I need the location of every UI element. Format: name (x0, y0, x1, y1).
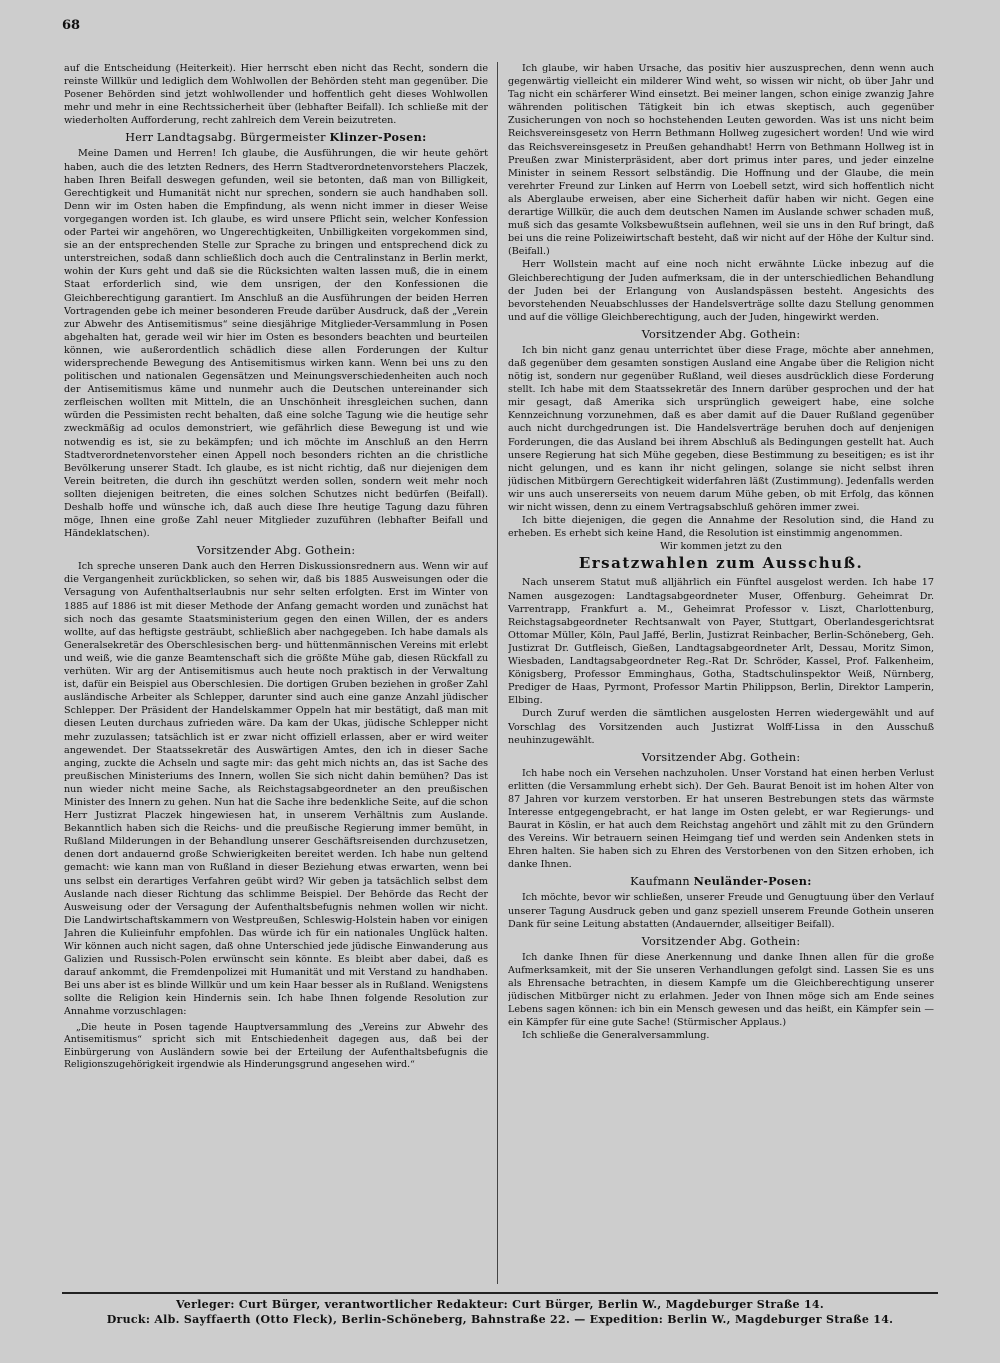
page-number: 68 (62, 18, 81, 33)
paragraph: Ich bitte diejenigen, die gegen die Annahme der Resolution sind, die Hand zu erheben. Es erhebt sich keine Hand, die Resolution ist einstimmig angenommen. (508, 515, 934, 540)
paragraph: Ich habe noch ein Versehen nachzuholen. Unser Vorstand hat einen herben Verlust erlitten (die Versammlung erhebt sich). Der Geh. Baurat Benoit ist im hohen Alter von 87 Jahren vor kurzem verstorben. Er hat unseren Bestrebungen stets das wärmste Interesse entgegengebracht, er hat lange im Osten gelebt, er war Regierungs- und Baurat in Köslin, er hat auch dem Reichstag angehört und zählt mit zu den Gründern des Vereins. Wir betrauern seinen Heimgang tief und werden sein Andenken stets in Ehren halten. Sie haben sich zu Ehren des Verstorbenen von den Sitzen erhoben, ich danke Ihnen. (508, 767, 934, 871)
paragraph: Ich möchte, bevor wir schließen, unserer Freude und Genugtuung über den Verlauf unserer Tagung Ausdruck geben und ganz speziell unserem Freunde Gothein unseren Dank für seine Leitung abstatten (Andauernder, allseitiger Beifall). (508, 892, 934, 930)
speaker-heading (508, 874, 934, 889)
left-column (64, 62, 488, 1282)
speaker-heading: Vorsitzender Abg. Gothein: (196, 544, 356, 558)
paragraph: Nach unserem Statut muß alljährlich ein Fünftel ausgelost werden. Ich habe 17 Namen ausgezogen: Landtagsabgeordneter Muser, Offenburg. Geheimrat Dr. Varrentrapp, Frankfurt a. M., Geheimrat Professor v. Liszt, Charlottenburg, Reichstagsabgeordneter Rechtsanwalt von Payer, Stuttgart, Oberlandesgerichtsrat Ottomar Müller, Köln, Paul Jaffé, Berlin, Justizrat Reinbacher, Berlin-Schöneberg, Geh. Justizrat Dr. Gutfleisch, Gießen, Landtagsabgeordneter Arlt, Dessau, Moritz Simon, Wiesbaden, Landtagsabgeordneter Reg.-Rat Dr. Schröder, Kassel, Prof. Falkenheim, Königsberg, Professor Emminghaus, Gotha, Stadtschulinspektor Weiß, Nürnberg, Prediger de Haas, Pyrmont, Professor Martin Philippson, Berlin, Direktor Lamperin, Elbing. (508, 577, 934, 707)
footer-divider (62, 1292, 938, 1294)
speaker-heading: Vorsitzender Abg. Gothein: (641, 327, 801, 341)
paragraph: Wir kommen jetzt zu den (660, 541, 782, 553)
imprint-publisher: Verleger: Curt Bürger, verantwortlicher Redakteur: Curt Bürger, Berlin W., Magdeburger Straße 14. (175, 1298, 824, 1311)
paragraph: Herr Wollstein macht auf eine noch nicht erwähnte Lücke inbezug auf die Gleichberechtigung der Juden aufmerksam, die in der unterschiedlichen Behandlung der Juden bei der Erlangung von Auslandspässen besteht. Angesichts des bevorstehenden Neuabschlusses der Handelsverträge sollte dazu Stellung genommen und auf die völlige Gleichberechtigung, auch der Juden, hingewirkt werden. (508, 259, 934, 323)
paragraph: auf die Entscheidung (Heiterkeit). Hier herrscht eben nicht das Recht, sondern die reinste Willkür und lediglich dem Wohlwollen der Behörden steht man gegenüber. Die Posener Behörden sind jetzt wohlwollender und hoffentlich geht dieses Wohlwollen mehr und mehr in eine Rechtssicherheit über (lebhafter Beifall). Ich schließe mit der wiederholten Aufforderung, recht zahlreich dem Verein beizutreten. (64, 63, 488, 127)
resolution-text: „Die heute in Posen tagende Hauptversammlung des „Vereins zur Abwehr des Antisemitismus“ spricht sich mit Entschiedenheit dagegen aus, daß bei der Einbürgerung von Ausländern sowie bei der Erteilung der Aufenthaltsbefugnis die Religionszugehörigkeit irgendwie als Hinderungsgrund angesehen wird.“ (64, 1021, 488, 1071)
speaker-title: Herr Landtagsabg. Bürgermeister (125, 131, 326, 145)
speaker-name: Neuländer-Posen: (693, 874, 812, 889)
paragraph: Ich bin nicht ganz genau unterrichtet über diese Frage, möchte aber annehmen, daß gegenüber dem gesamten sonstigen Ausland eine Angabe über die Religion nicht nötig ist, sondern nur gegenüber Rußland, weil dieses ausdrücklich diese Forderung stellt. Ich habe mit dem Staatssekretär des Innern darüber gesprochen und der hat mir gesagt, daß Amerika sich ursprünglich geweigert habe, eine solche Kennzeichnung vorzunehmen, daß es aber damit auf die Dauer Rußland gegenüber auch nicht durchgedrungen ist. Die Handelsverträge beruhen doch auf denjenigen Forderungen, die das Ausland bei ihrem Abschluß als Bedingungen gestellt hat. Auch unsere Regierung hat sich Mühe gegeben, diese Bestimmung zu beseitigen; es ist ihr nicht gelungen, und es kann ihr nicht gelingen, solange sie nicht selbst ihren jüdischen Mitbürgern Gerechtigkeit widerfahren läßt (Zustimmung). Jedenfalls werden wir uns auch unsererseits von neuem darum Mühe geben, ob mit Erfolg, das können wir nicht wissen, denn zu einem Vertragsabschluß gehören immer zwei. (508, 344, 934, 513)
speaker-title: Kaufmann (630, 875, 690, 889)
paragraph: Meine Damen und Herren! Ich glaube, die Ausführungen, die wir heute gehört haben, auch die des letzten Redners, des Herrn Stadtverordnetenvorstehers Placzek, haben Ihren Beifall deswegen gefunden, weil sie betonten, daß man von Billigkeit, Gerechtigkeit und Humanität nicht nur sprechen, sondern sie auch handhaben soll. Denn wir im Osten haben die Empfindung, als wenn nicht immer in dieser Weise vorgegangen worden ist. Ich glaube, es wird unsere Pflicht sein, welcher Konfession oder Partei wir angehören, wo Ungerechtigkeiten, Unbilligkeiten vorgekommen sind, sie an der entsprechenden Stelle zur Sprache zu bringen und entsprechend dick zu unterstreichen, sodaß dann schließlich doch auch die Centralinstanz in Berlin merkt, wohin der Kurs geht und daß sie die Rücksichten walten lassen muß, die in einem Staat erforderlich sind, wie dem unsrigen, der den Konfessionen die Gleichberechtigung garantiert. Im Anschluß an die Ausführungen der beiden Herren Vortragenden gebe ich meiner besonderen Freude darüber Ausdruck, daß der „Verein zur Abwehr des Antisemitismus“ seine diesjährige Mitglieder-Versammlung in Posen abgehalten hat, gerade weil wir hier im Osten es besonders beachten und beurteilen können, wie außerordentlich schädlich diese allen Forderungen der Kultur widersprechende Bewegung des Antisemitismus wirken kann. Wenn bei uns zu den politischen und nationalen Gegensätzen und Meinungsverschiedenheiten auch noch der Antisemitismus käme und nunmehr auch die Deutschen untereinander sich zerfleischen wollten mit Mitteln, die an Unschönheit ihresgleichen suchen, dann würden die Pessimisten recht behalten, daß eine solche Tagung wie die heutige sehr zweckmäßig ad oculos demonstriert, wie gefährlich diese Bewegung ist und wie notwendig es ist, sie zu bekämpfen; und ich möchte im Anschluß an den Herrn Stadtverordnetenvorsteher einen Appell noch besonders richten an die christliche Bevölkerung unserer Stadt. Ich glaube, es ist nicht richtig, daß nur diejenigen dem Verein beitreten, die durch ihn geschützt werden sollen, sondern weit mehr noch sollten diejenigen beitreten, die eines solchen Schutzes nicht bedürfen (Beifall). Deshalb hoffe und wünsche ich, daß auch diese Ihre heutige Tagung dazu führen möge, Ihnen eine große Zahl neuer Mitglieder zuzuführen (lebhafter Beifall und Händeklatschen). (64, 148, 488, 540)
right-column (508, 62, 934, 1282)
paragraph: Ich glaube, wir haben Ursache, das positiv hier auszusprechen, denn wenn auch gegenwärtig vielleicht ein milderer Wind weht, so wissen wir nicht, ob über Jahr und Tag nicht ein schärferer Wind einsetzt. Bei meiner langen, schon einige zwanzig Jahre währenden politischen Tätigkeit bin ich etwas skeptisch, auch gegenüber Zusicherungen von noch so hochstehenden Leuten geworden. Was ist uns nicht beim Reichsvereinsgesetz von Herrn Bethmann Hollweg zugesichert worden! Und wie wird das Reichsvereinsgesetz in Preußen gehandhabt! Herrn von Bethmann Hollweg ist in Preußen zwar Ministerpräsident, aber dort primus inter pares, und jeder einzelne Minister in seinem Ressort selbständig. Die Hoffnung und der Glaube, die mein verehrter Freund zur Linken auf Herrn von Loebell setzt, wird sich hoffentlich nicht als Aberglaube erweisen, aber eine Sicherheit dafür haben wir nicht. Gegen eine derartige Willkür, die auch dem deutschen Namen im Auslande schwer schaden muß, muß sich das gesamte Volksbewußtsein auflehnen, weil sie uns in den Ruf bringt, daß bei uns die reine Polizeiwirtschaft besteht, daß wir nicht auf der Höhe der Kultur sind. (Beifall.) (508, 63, 934, 258)
resolution-quote (64, 1022, 488, 1072)
paragraph: Ich danke Ihnen für diese Anerkennung und danke Ihnen allen für die große Aufmerksamkeit, mit der Sie unseren Verhandlungen gefolgt sind. Lassen Sie es uns als Ehrensache betrachten, in diesem Kampfe um die Gleichberechtigung unserer jüdischen Mitbürger nicht zu erlahmen. Jeder von Ihnen möge sich am Ende seines Lebens sagen können: ich bin ein Mensch gewesen und das heißt, ein Kämpfer sein — ein Kämpfer für eine gute Sache! (Stürmischer Applaus.) (508, 951, 934, 1029)
paragraph: Durch Zuruf werden die sämtlichen ausgelosten Herren wiedergewählt und auf Vorschlag des Vorsitzenden auch Justizrat Wolff-Lissa in den Ausschuß neuhinzugewählt. (508, 708, 934, 746)
column-divider (497, 62, 498, 1284)
imprint-printer: Druck: Alb. Sayffaerth (Otto Fleck), Berlin-Schöneberg, Bahnstraße 22. — Expedition: Berlin W., Magdeburger Straße 14. (106, 1313, 894, 1326)
speaker-heading: Vorsitzender Abg. Gothein: (641, 750, 801, 764)
paragraph: Ich spreche unseren Dank auch den Herren Diskussionsrednern aus. Wenn wir auf die Vergangenheit zurückblicken, so sehen wir, daß bis 1885 Ausweisungen oder die Versagung von Aufenthaltserlaubnis nur sehr selten erfolgten. Erst im Winter von 1885 auf 1886 ist mit dieser Methode der Anfang gemacht worden und zunächst hat sich noch das gesamte Staatsministerium gegen den einen Willen, der es anders wollte, auf das heftigste gesträubt, schließlich aber nachgegeben. Ich habe damals als Generalsekretär des Oberschlesischen berg- und hüttenmännischen Vereins mit erlebt und weiß, wie die ganze Beamtenschaft sich die größte Mühe gab, diesen Rückfall zu verhüten. Wir arg der Antisemitismus auch heute noch praktisch in der Verwaltung ist, dafür ein Beispiel aus Oberschlesien. Die dortigen Gruben beziehen in großer Zahl ausländische Arbeiter als Schlepper, darunter sind auch eine ganze Anzahl jüdischer Schlepper. Der Präsident der Handelskammer Oppeln hat mir bestätigt, daß man mit diesen Leuten durchaus zufrieden wäre. Da kam der Ukas, jüdische Schlepper nicht mehr zuzulassen; tatsächlich ist er zwar nicht offiziell erlassen, aber er wird weiter angewendet. Der Staatssekretär des Auswärtigen Amtes, den ich in dieser Sache anging, zuckte die Achseln und sagte mir: das geht mich nichts an, das ist Sache des preußischen Ministeriums des Innern, wollen Sie sich nicht dahin bemühen? Das ist nun wieder nicht meine Sache, als Reichstagsabgeordneter an den preußischen Minister des Innern zu gehen. Nun hat die Sache ihre bedenkliche Seite, auf die schon Herr Justizrat Placzek hingewiesen hat, in unserem Verhältnis zum Auslande. Bekanntlich haben sich die Reichs- und die preußische Regierung immer bemüht, in Rußland Milderungen in der Behandlung unserer Geschäftsreisenden durchzusetzen, denen dort andauernd große Schwierigkeiten bereitet werden. Ich habe nun geltend gemacht: wie kann man von Rußland in dieser Beziehung etwas erwarten, wenn bei uns selbst ein derartiges Verfahren geübt wird? Wir geben ja tatsächlich selbst dem Auslande nach dieser Richtung das schlimme Beispiel. Der Behörde das Recht der Ausweisung oder der Versagung der Aufenthaltsbefugnis nehmen wollen wir nicht. Die Landwirtschaftskammern von Westpreußen, Schleswig-Holstein haben vor einigen Jahren die Kulieinfuhr empfohlen. Das würde ich für ein nationales Unglück halten. Wir können auch nicht sagen, daß ohne Unterschied jede jüdische Einwanderung aus Galizien und Russisch-Polen erwünscht sein könnte. Es bleibt aber dabei, daß es darauf ankommt, die Fremdenpolizei mit Humanität und mit Verstand zu handhaben. Bei uns aber ist es blinde Willkür und um kein Haar besser als in Rußland. Wenigstens sollte die Religion kein Hindernis sein. Ich habe Ihnen folgende Resolution zur Annahme vorzuschlagen: (64, 561, 488, 1018)
section-title: Ersatzwahlen zum Ausschuß. (578, 554, 864, 573)
paragraph: Ich schließe die Generalversammlung. (522, 1030, 710, 1042)
speaker-heading: Vorsitzender Abg. Gothein: (641, 934, 801, 948)
speaker-name: Klinzer-Posen: (329, 130, 427, 145)
speaker-heading (64, 130, 488, 145)
